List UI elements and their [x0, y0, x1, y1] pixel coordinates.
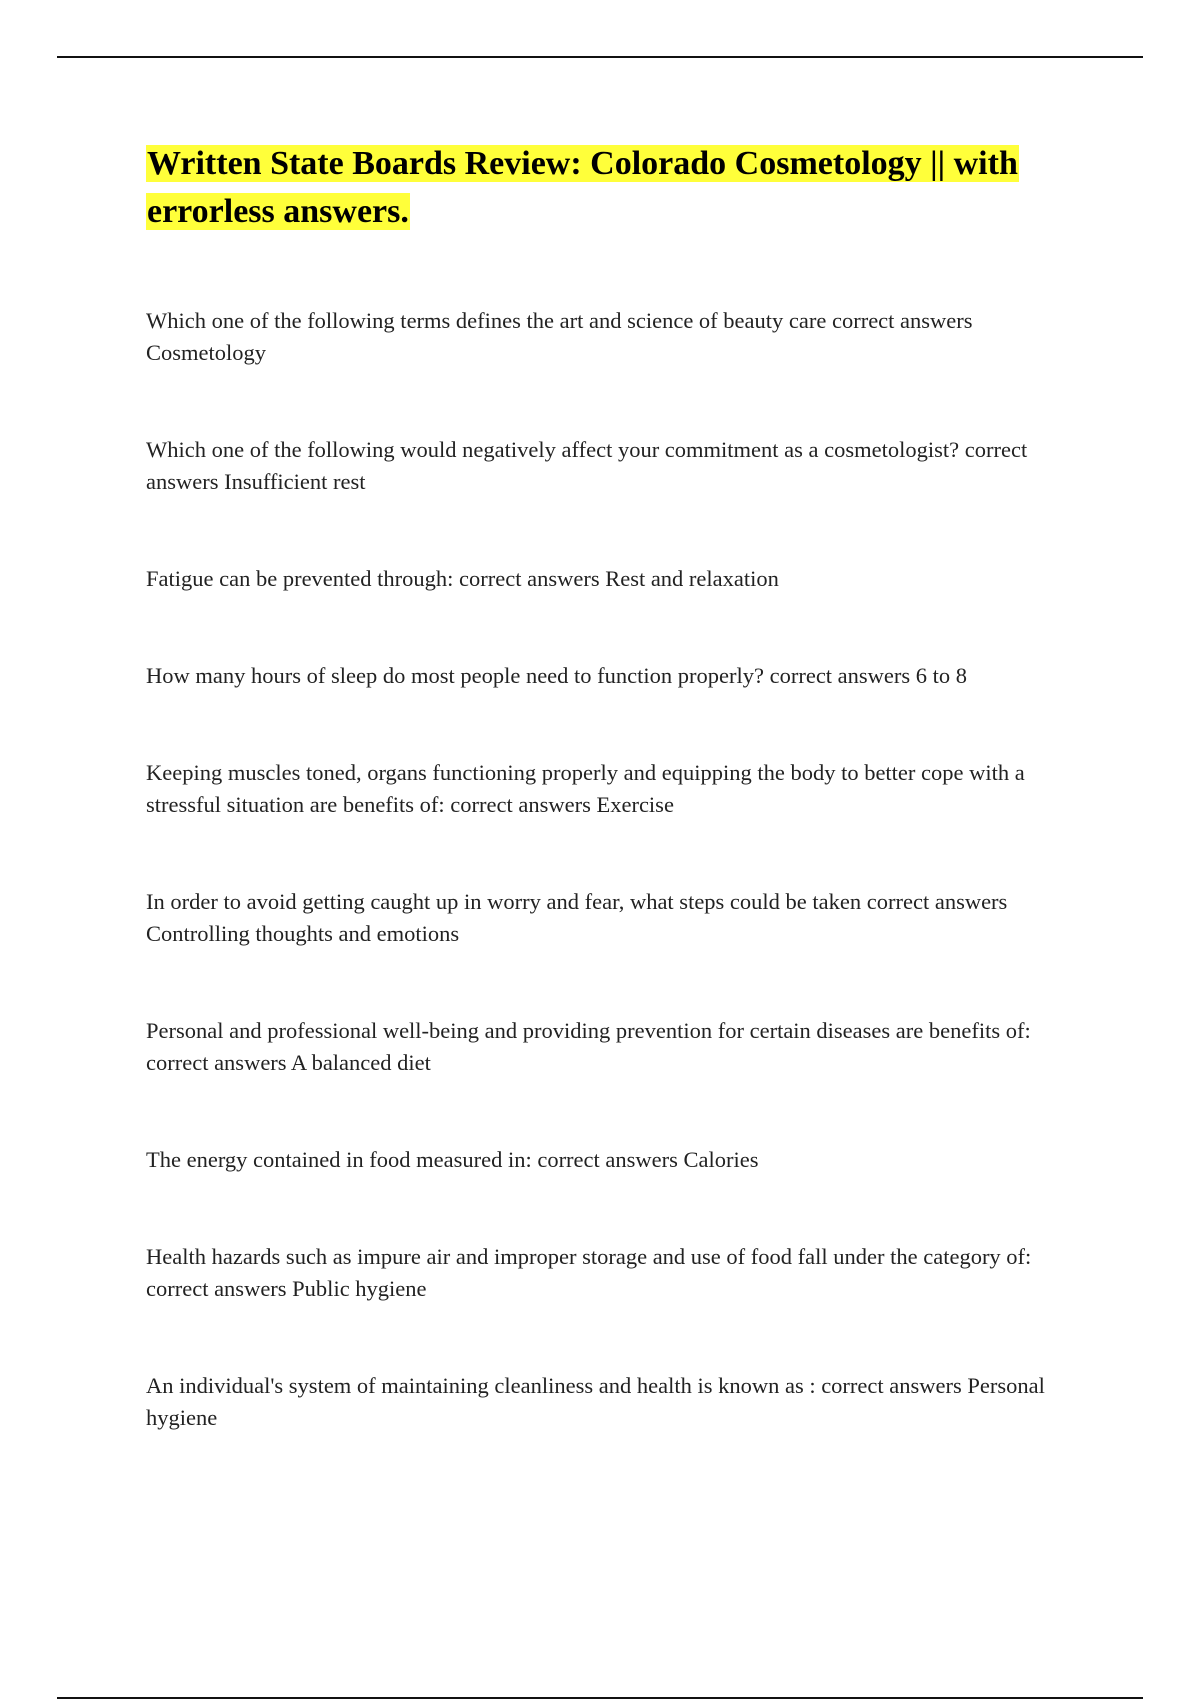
document-title-highlight: Written State Boards Review: Colorado Cosmetology || with errorless answers.: [147, 145, 1018, 230]
document-body: [146, 140, 1086, 1499]
qa-item: Fatigue can be prevented through: correct answers Rest and relaxation: [146, 566, 779, 591]
qa-item: Which one of the following terms defines the art and science of beauty care correct answers Cosmetology: [146, 308, 973, 365]
qa-item: Keeping muscles toned, organs functioning properly and equipping the body to better cope with a stressful situation are benefits of: correct answers Exercise: [146, 760, 1025, 817]
qa-item: Health hazards such as impure air and improper storage and use of food fall under the category of: correct answers Public hygiene: [146, 1244, 1032, 1301]
qa-item: Which one of the following would negatively affect your commitment as a cosmetologist? correct answers Insufficient rest: [146, 437, 1028, 494]
qa-item: How many hours of sleep do most people need to function properly? correct answers 6 to 8: [146, 663, 968, 688]
document-title: [146, 140, 1086, 236]
bottom-rule: [57, 1697, 1143, 1699]
qa-item: In order to avoid getting caught up in worry and fear, what steps could be taken correct answers Controlling thoughts and emotions: [146, 889, 1008, 946]
qa-list: [146, 305, 1086, 1434]
qa-item: The energy contained in food measured in: correct answers Calories: [146, 1147, 759, 1172]
top-rule: [57, 56, 1143, 58]
qa-item: Personal and professional well-being and providing prevention for certain diseases are benefits of: correct answers A balanced diet: [146, 1018, 1031, 1075]
qa-item: An individual's system of maintaining cleanliness and health is known as : correct answers Personal hygiene: [146, 1373, 1045, 1430]
